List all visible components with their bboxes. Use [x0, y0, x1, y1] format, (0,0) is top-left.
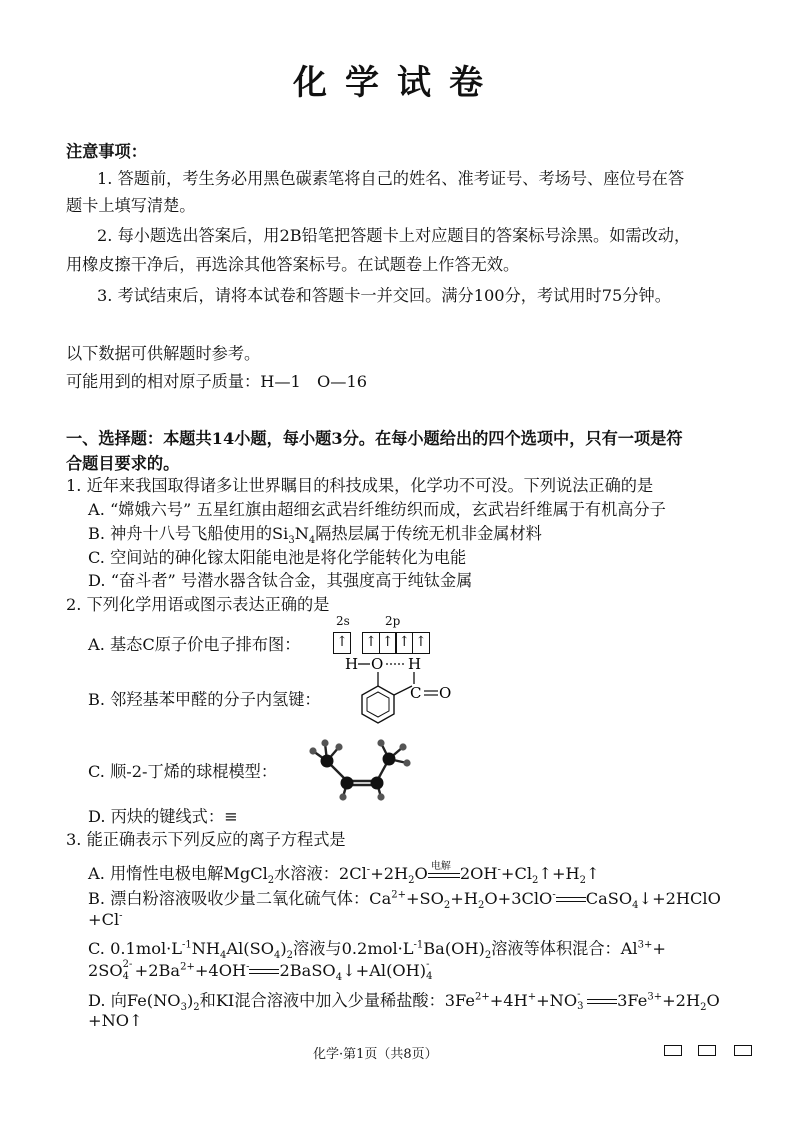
answer-box: [698, 1045, 716, 1056]
notice-line-3: 3. 考试结束后，请将本试卷和答题卡一并交回。满分100分，考试用时75分钟。: [97, 286, 671, 305]
hydrogen-atom: [335, 743, 342, 750]
notice-line-1b: 题卡上填写清楚。: [66, 196, 196, 215]
notice-line-2b: 用橡皮擦干净后，再选涂其他答案标号。在试题卷上作答无效。: [66, 255, 520, 274]
q3-option-c: C. $0.1mol\cdot L^{-1}NH_4Al(SO_4)_2$溶液与$0.2mol\cdot L^{-1}Ba(OH)_2$溶液等体积混合：$Al^{3+}+$: [88, 939, 666, 962]
q2-option-d: D. 丙炔的键线式：≡: [88, 807, 238, 826]
q1-option-a: A. “嫦娥六号” 五星红旗由超细玄武岩纤维纺织而成，玄武岩纤维属于有机高分子: [88, 500, 666, 519]
q3-option-b-cont: +Cl-: [88, 910, 123, 929]
answer-box: [664, 1045, 682, 1056]
section-heading-2: 合题目要求的。: [66, 454, 180, 473]
carbon-atom: [321, 755, 334, 768]
atom-o: O: [371, 655, 384, 673]
carbon-atom: [383, 753, 396, 766]
ball-stick-model: [305, 733, 415, 805]
atom-o: O: [439, 684, 452, 702]
q1-option-c: C. 空间站的砷化镓太阳能电池是将化学能转化为电能: [88, 548, 467, 567]
q3-option-c-cont: 2SO 2- 4 $+2Ba^{2+}+4OH^-$ 2BaSO$_4$↓+Al(OH) - 4: [88, 958, 433, 984]
hydrogen-atom: [403, 759, 410, 766]
orbital-2p: [362, 632, 428, 654]
hydrogen-atom: [321, 739, 328, 746]
section-heading-1: 一、选择题：本题共14小题，每小题3分。在每小题给出的四个选项中，只有一项是符: [66, 429, 683, 448]
atom-c: C: [410, 684, 422, 702]
orbital-box: ↑: [395, 632, 413, 654]
orbital-box: ↑: [412, 632, 430, 654]
q3-option-d: D. 向$Fe(NO_3)_2$和KI混合溶液中加入少量稀盐酸：$3Fe^{2+}+4H^++NO$ - 3 $3Fe^{3+}+2H_2O$: [88, 988, 720, 1014]
page-footer: 化学·第1页（共8页）: [313, 1047, 438, 1062]
notice-heading: 注意事项：: [66, 142, 147, 161]
q3-option-a: A. 用惰性电极电解MgCl$_2$水溶液：$2Cl^-+2H_2O$ 电解 $2OH^-+Cl_2↑+H_2↑$: [88, 860, 600, 884]
hydrogen-atom: [399, 743, 406, 750]
q2-stem: 2. 下列化学用语或图示表达正确的是: [66, 595, 330, 614]
ref-line-2: 可能用到的相对原子质量：H—1 O—16: [66, 372, 368, 391]
page-title: 化学试卷: [293, 63, 501, 103]
hydrogen-atom: [377, 793, 384, 800]
orbital-box: ↑: [333, 632, 351, 654]
hydrogen-atom: [377, 739, 384, 746]
carbon-atom: [341, 777, 354, 790]
q1-option-b: B. 神舟十八号飞船使用的$Si_3N_4$隔热层属于传统无机非金属材料: [88, 524, 542, 547]
atom-h: H: [345, 655, 359, 673]
hydrogen-bond-structure: [340, 652, 470, 732]
atom-h: H: [408, 655, 422, 673]
answer-box: [734, 1045, 752, 1056]
q1-stem: 1. 近年来我国取得诸多让世界瞩目的科技成果，化学功不可没。下列说法正确的是: [66, 476, 654, 495]
notice-line-2a: 2. 每小题选出答案后，用2B铅笔把答题卡上对应题目的答案标号涂黑。如需改动，: [97, 226, 691, 245]
orbital-box: ↑: [362, 632, 380, 654]
ref-line-1: 以下数据可供解题时参考。: [66, 344, 261, 363]
q2-option-a: A. 基态C原子价电子排布图：: [88, 635, 301, 654]
orbital-label-2s: 2s: [336, 614, 350, 628]
q2-option-c: C. 顺-2-丁烯的球棍模型：: [88, 762, 278, 781]
reaction-condition: 电解: [430, 860, 451, 872]
q3-stem: 3. 能正确表示下列反应的离子方程式是: [66, 830, 346, 849]
orbital-2s: [333, 632, 350, 654]
q2-option-b: B. 邻羟基苯甲醛的分子内氢键：: [88, 690, 321, 709]
hydrogen-atom: [309, 747, 316, 754]
hydrogen-atom: [339, 793, 346, 800]
notice-line-1a: 1. 答题前，考生务必用黑色碳素笔将自己的姓名、准考证号、考场号、座位号在答: [97, 169, 685, 188]
q3-option-d-cont: +NO↑: [88, 1011, 143, 1030]
orbital-label-2p: 2p: [385, 614, 401, 628]
q1-option-d: D. “奋斗者” 号潜水器含钛合金，其强度高于纯钛金属: [88, 571, 473, 590]
q3-option-b: B. 漂白粉溶液吸收少量二氧化硫气体：$Ca^{2+}+SO_2+H_2O+3ClO^-$ CaSO$_4$↓+2HClO: [88, 889, 721, 912]
orbital-box: ↑: [379, 632, 397, 654]
carbon-atom: [371, 777, 384, 790]
